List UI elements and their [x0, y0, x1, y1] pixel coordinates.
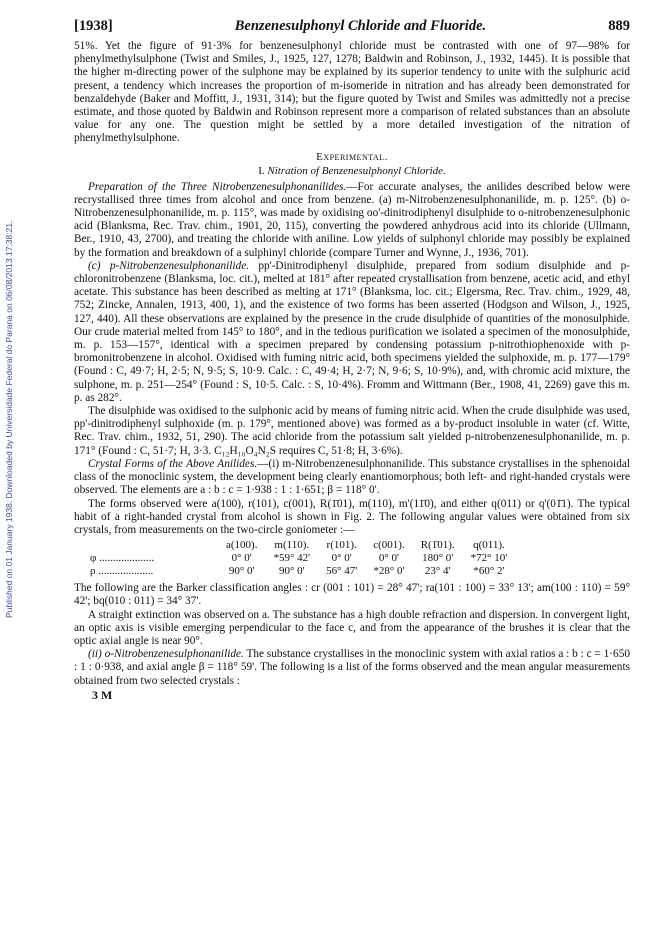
paragraph-5-heading: Crystal Forms of the Above Anilides. — [88, 457, 258, 470]
table-cell: 56° 47' — [326, 565, 358, 578]
section-prefix: I. — [258, 164, 268, 177]
table-cell: *28° 0' — [373, 565, 405, 578]
paragraph-9-heading: (ii) o-Nitrobenzenesulphonanilide. — [88, 648, 244, 661]
paragraph-5 — [74, 458, 630, 498]
paragraph-8: A straight extinction was observed on a. The substance has a high double refraction and dispersion. In convergent light, an optic axis is visible emerging perpendicular to the face c, and from the appearance of the brushes it is clear that the optic axial angle is near 90°. — [74, 608, 630, 647]
sidebar-note: Published on 01 January 1938. Downloaded by Universidade Federal do Parana on 06/08/2013 17:38:21. — [4, 220, 14, 618]
table-cell: 0° 0' — [231, 552, 252, 565]
publication-sidebar — [2, 118, 16, 618]
column-header: c(001). — [373, 539, 405, 552]
paragraph-5-text: —(i) m-Nitrobenzenesulphonanilide. This substance crystallises in the sphenoidal class of the monoclinic system, the development being clearly enantiomorphous; both left- and right-handed crystals were observed. The elements are a : b : c = 1·938 : 1 : 1·651; β = 118° 0'. — [74, 457, 630, 497]
table-cell: 0° 0' — [378, 552, 400, 565]
row-label: ρ .................... — [90, 565, 154, 578]
paragraph-7: The following are the Barker classification angles : cr (001 : 101) = 28° 47'; ra(101 : 100) = 33° 13'; am(100 : 110) = 59° 42'; bq(010 : 011) = 34° 37'. — [74, 582, 630, 608]
page-body — [74, 18, 630, 702]
table-row — [84, 552, 515, 565]
table-cell: 90° 0' — [278, 565, 305, 578]
paragraph-6: The forms observed were a(100), r(101), c(001), R(1̄01), m(110), m'(11̄0), and either q(011) or q'(01̄1). The typical habit of a right-handed crystal from alcohol is shown in Fig. 2. The following angular values were obtained from six crystals, from measurements on the two-circle goniometer :— — [74, 497, 630, 536]
table-cell: 0° 0' — [331, 552, 352, 565]
header-title: Benzenesulphonyl Chloride and Fluoride. — [234, 18, 487, 34]
table-cell: 180° 0' — [422, 552, 454, 565]
paragraph-3 — [74, 260, 630, 405]
running-header — [74, 18, 630, 40]
column-header: a(100). — [226, 539, 258, 552]
column-header: r(101). — [326, 539, 357, 552]
header-year: [1938] — [74, 18, 113, 34]
row-label: φ .................... — [90, 552, 155, 565]
goniometer-header-row — [84, 539, 515, 552]
table-cell: 90° 0' — [228, 565, 255, 578]
paragraph-9 — [74, 648, 630, 688]
column-header: R(1̄01). — [420, 539, 455, 552]
paragraph-3-heading: (c) p-Nitrobenzenesulphonanilide. — [88, 259, 250, 272]
signature-mark: 3 M — [92, 687, 113, 702]
table-cell: *72° 10' — [470, 552, 508, 565]
paragraph-3-text: pp'-Dinitrodiphenyl disulphide, prepared from sodium disulphide and p-chloronitrobenzene (Blanksma, loc. cit.), melted at 181° after repeated crystallisation from benzene, acetic acid, and ethyl acetate. This substance has been described as melting at 171° (Blanksma, loc. cit.; Elgersma, Rec. Trav. chim., 1929, 48, 752; Zincke, Annalen, 1913, 400, 1), and the existence of two forms has been asserted (Hodgson and Wilson, J., 1925, 127, 440). All these observations are explained by the presence in the crude disulphide of quantities of the monosulphide. Our crude material melted from 145° to 180°, and in the tedious purification we isolated a specimen of the monosulphide, m. p. 153—157°, identical with a specimen prepared by condensing potassium p-nitrothiophenoxide with p-bromonitrobenzene in alcohol. Oxidised with fuming nitric acid, both specimens yielded the sulphoxide, m. p. 177—179° (Found : C, 49·7; H, 2·5; N, 9·5; S, 10·9. Calc. : C, 49·4; H, 2·7; N, 9·6; S, 10·9%), and, with chromic acid mixture, the sulphone, m. p. 251—254° (Found : S, 10·5. Calc. : S, 10·4%). Fromm and Wittmann (Ber., 1908, 41, 2269) gave this m. p. as 282°. — [74, 259, 630, 404]
section-title: Nitration of Benzenesulphonyl Chloride. — [267, 164, 446, 177]
paragraph-4: The disulphide was oxidised to the sulphonic acid by means of fuming nitric acid. When the crude disulphide was used, pp'-dinitrodiphenyl sulphoxide (m. p. 179°, mentioned above) was formed as a by-product insoluble in water (cf. Witte, Rec. Trav. chim., 1932, 51, 290). The acid chloride from the potassium salt yielded p-nitrobenzenesulphonanilide, m. p. 171° (Found : C, 51·7; H, 3·3. C₁₂H₁₀O₄N₂S requires C, 51·8; H, 3·6%). — [74, 405, 630, 457]
goniometer-table — [84, 539, 515, 578]
paragraph-2-text: —For accurate analyses, the anilides described below were recrystallised three times from alcohol and once from benzene. (a) m-Nitrobenzenesulphonanilide, m. p. 125°. (b) o-Nitrobenzenesulphonanilide, m. p. 115°, was made by oxidising oo'-dinitrodiphenyl disulphide to o-nitrobenzenesulphonic acid (Blanksma, Rec. Trav. chim., 1901, 20, 115), converting the powdered anhydrous acid into its chloride (Ullmann, Ber., 1910, 43, 2700), and treating the chloride with aniline. Low yields of sulphonyl chloride may possibly be explained by the formation and breakdown of a sulphinyl chloride (compare Turner and Wynne, J., 1936, 701). — [74, 180, 630, 259]
page-number: 889 — [608, 18, 630, 34]
column-header: m(110). — [274, 539, 310, 552]
section-heading — [74, 164, 630, 178]
table-row — [84, 565, 515, 578]
column-header: q(011). — [473, 539, 505, 552]
table-cell: 23° 4' — [424, 565, 451, 578]
paragraph-2-heading: Preparation of the Three Nitrobenzenesulphonanilides. — [88, 180, 347, 193]
table-cell: *60° 2' — [473, 565, 505, 578]
experimental-heading: Experimental. — [316, 150, 388, 163]
paragraph-2 — [74, 181, 630, 260]
paragraph-9-text: The substance crystallises in the monoclinic system with axial ratios a : b : c = 1·650 : 1 : 0·938, and axial angle β = 118° 59'. The following is a list of the forms observed and the mean angular measurements obtained from two selected crystals : — [74, 648, 630, 687]
paragraph-1: 51%. Yet the figure of 91·3% for benzenesulphonyl chloride must be contrasted with one of 97—98% for phenylmethylsulphone (Twist and Smiles, J., 1925, 127, 1278; Baldwin and Robinson, J., 1932, 1445). It is possible that the higher m-directing power of the sulphone may be explained by its superior tendency to unite with the sulphuric acid present, a tendency which increases the proportion of m-isomeride in nitration and has already been demonstrated for benzaldehyde (Baker and Moffitt, J., 1931, 314); but the figure quoted by Twist and Smiles was admittedly not a precise estimate, and those quoted by Baldwin and Robinson represent more a comparison of related substances than an absolute value for any one. The question might be settled by a more detailed investigation of the nitration of phenylmethylsulphone. — [74, 40, 630, 145]
table-cell: *59° 42' — [273, 552, 311, 565]
